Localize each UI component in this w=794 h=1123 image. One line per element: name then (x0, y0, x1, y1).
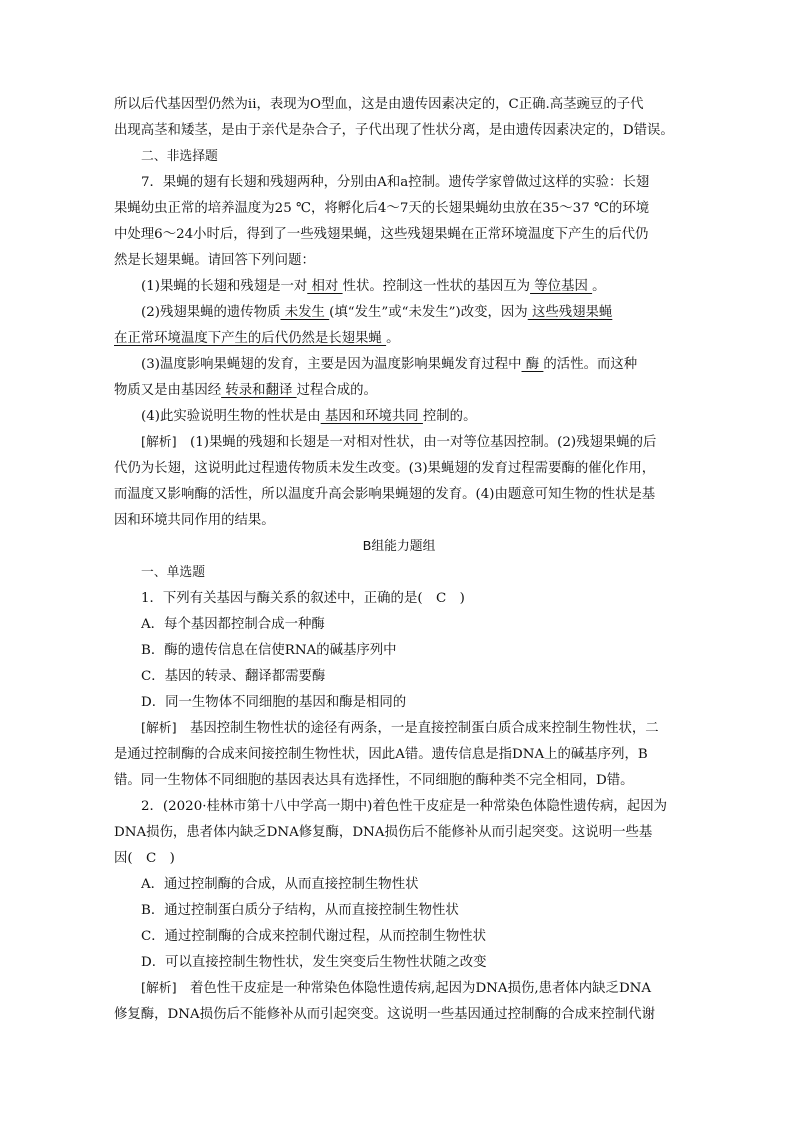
text: 。 (592, 279, 606, 294)
answer-blank: 未发生 (280, 305, 330, 320)
question-7-analysis: 而温度又影响酶的活性，所以温度升高会影响果蝇翅的发育。(4)由题意可知生物的性状是基 (114, 487, 656, 502)
question-7-part-3-cont (114, 378, 684, 403)
answer-blank: 在正常环境温度下产生的后代仍然是长翅果蝇 (114, 331, 387, 346)
question-7-stem: 果蝇幼虫正常的培养温度为25 ℃，将孵化后4～7天的长翅果蝇幼虫放在35～37 ℃的环境 (114, 201, 650, 216)
question-7-part-1 (141, 274, 684, 299)
question-7-part-2-cont (114, 326, 684, 351)
text: 着色性干皮症是一种常染色体隐性遗传病,起因为DNA损伤,患者体内缺乏DNA (176, 981, 652, 996)
question-2-analysis (141, 976, 684, 1001)
question-2-stem: DNA损伤，患者体内缺乏DNA修复酶，DNA损伤后不能修补从而引起突变。这说明一些基 (114, 825, 653, 840)
text-line: 所以后代基因型仍然为ii，表现为O型血，这是由遗传因素决定的，C正确.高茎豌豆的子代 (114, 97, 644, 112)
option-c: C．基因的转录、翻译都需要酶 (141, 669, 326, 684)
question-1-analysis: 是通过控制酶的合成来间接控制生物性状，因此A错。遗传信息是指DNA上的碱基序列，B (114, 747, 648, 762)
question-7-part-2 (141, 300, 684, 325)
text: 的活性。而这种 (543, 357, 638, 372)
option-b: B．通过控制蛋白质分子结构，从而直接控制生物性状 (141, 903, 459, 918)
question-7-part-3 (141, 352, 684, 377)
question-1-stem: 1．下列有关基因与酶关系的叙述中，正确的是( C ) (141, 591, 465, 606)
question-2-stem: 因( C ) (114, 851, 175, 866)
question-7-part-4 (141, 404, 684, 429)
text: (2)残翅果蝇的遗传物质 (141, 305, 281, 320)
option-b: B．酶的遗传信息在信使RNA的碱基序列中 (141, 643, 397, 658)
question-1-analysis: 错。同一生物体不同细胞的基因表达具有选择性，不同细胞的酶种类不完全相同，D错。 (114, 773, 634, 788)
option-a: A．通过控制酶的合成，从而直接控制生物性状 (141, 877, 419, 892)
text-line: 出现高茎和矮茎，是由于亲代是杂合子，子代出现了性状分离，是由遗传因素决定的，D错误。 (114, 123, 674, 138)
question-7-analysis: 代仍为长翅，这说明此过程遗传物质未发生改变。(3)果蝇翅的发育过程需要酶的催化作用， (114, 461, 656, 476)
question-7-stem: 中处理6～24小时后，得到了一些残翅果蝇，这些残翅果蝇在正常环境温度下产生的后代仍 (114, 227, 649, 242)
answer-blank: 转录和翻译 (221, 383, 297, 398)
text: 物质又是由基因经 (114, 383, 222, 398)
group-b-title: B组能力题组 (362, 539, 436, 554)
option-c: C．通过控制酶的合成来控制代谢过程，从而控制生物性状 (141, 929, 487, 944)
text: (4)此实验说明生物的性状是由 (141, 409, 321, 424)
text: 过程合成的。 (296, 383, 377, 398)
question-7-stem: 然是长翅果蝇。请回答下列问题： (114, 253, 315, 268)
question-7-analysis: 因和环境共同作用的结果。 (114, 513, 275, 528)
section-heading: 一、单选题 (141, 565, 205, 580)
question-2-analysis: 修复酶，DNA损伤后不能修补从而引起突变。这说明一些基因通过控制酶的合成来控制代谢 (114, 1007, 655, 1022)
option-d: D．同一生物体不同细胞的基因和酶是相同的 (141, 695, 407, 710)
text: 基因控制生物性状的途径有两条，一是直接控制蛋白质合成来控制生物性状，二 (176, 721, 659, 736)
text: (1)果蝇的残翅和长翅是一对相对性状，由一对等位基因控制。(2)残翅果蝇的后 (176, 435, 657, 450)
answer-blank: 等位基因 (530, 279, 593, 294)
option-d: D．可以直接控制生物性状，发生突变后生物性状随之改变 (141, 955, 487, 970)
question-7-analysis (141, 430, 684, 455)
question-7-stem: 7．果蝇的翅有长翅和残翅两种，分别由A和a控制。遗传学家曾做过这样的实验：长翅 (141, 175, 650, 190)
text: (填“发生”或“未发生”)改变，因为 (329, 305, 528, 320)
text: 控制的。 (422, 409, 477, 424)
section-heading: 二、非选择题 (141, 149, 218, 164)
text: (3)温度影响果蝇翅的发育，主要是因为温度影响果蝇发育过程中 (141, 357, 522, 372)
answer-blank: 酶 (521, 357, 544, 372)
text: 性状。控制这一性状的基因互为 (342, 279, 531, 294)
analysis-tag: [解析] (141, 721, 177, 736)
question-2-stem: 2．(2020·桂林市第十八中学高一期中)着色性干皮症是一种常染色体隐性遗传病，起因为 (141, 799, 667, 814)
answer-blank: 这些残翅果蝇 (527, 305, 613, 320)
question-1-analysis (141, 716, 684, 741)
option-a: A．每个基因都控制合成一种酶 (141, 617, 325, 632)
answer-blank: 相对 (307, 279, 343, 294)
text: 。 (386, 331, 400, 346)
text: (1)果蝇的长翅和残翅是一对 (141, 279, 308, 294)
analysis-tag: [解析] (141, 435, 177, 450)
answer-blank: 基因和环境共同 (320, 409, 423, 424)
analysis-tag: [解析] (141, 981, 177, 996)
